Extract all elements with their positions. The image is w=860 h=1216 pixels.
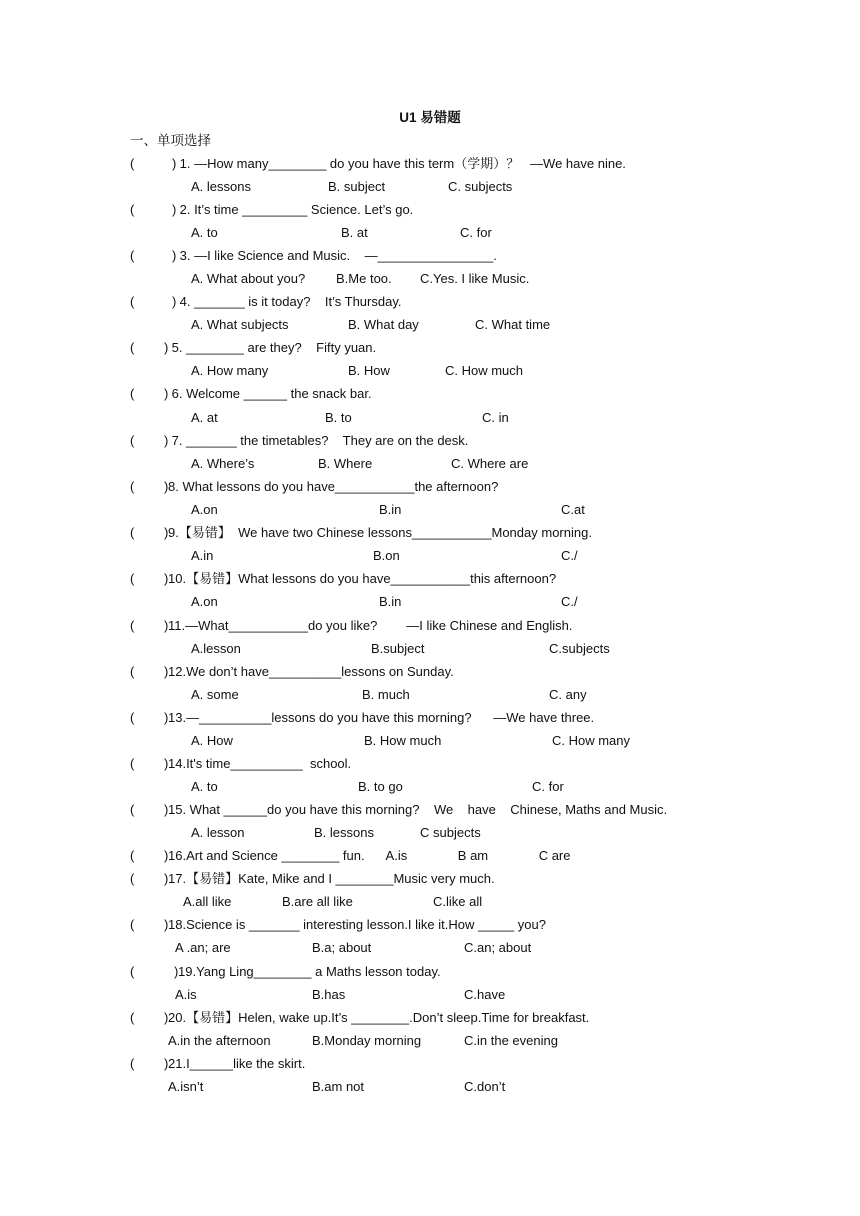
option-b: B.subject <box>371 641 425 656</box>
question-stem: 18.Science is _______ interesting lesson.I like it.How _____ you? <box>168 917 546 932</box>
question-stem: 13.—__________lessons do you have this morning? —We have three. <box>168 710 595 725</box>
options-row <box>0 985 860 1005</box>
option-b: B. to <box>325 410 352 425</box>
question-3 <box>0 246 860 266</box>
options-row <box>0 592 860 612</box>
answer-paren-open: ( <box>130 340 135 355</box>
question-stem: 9.【易错】 We have two Chinese lessons___________Monday morning. <box>168 525 592 540</box>
answer-paren-open: ( <box>130 1056 135 1071</box>
answer-paren-close: ) <box>164 664 169 679</box>
answer-paren-open: ( <box>130 871 135 886</box>
option-a: A.all like <box>183 894 232 909</box>
option-a: A. some <box>191 687 239 702</box>
options-row <box>0 892 860 912</box>
answer-paren-open: ( <box>130 202 135 217</box>
options-row <box>0 223 860 243</box>
page-title: U1 易错题 <box>399 110 461 125</box>
option-b: B. much <box>362 687 410 702</box>
answer-paren-close: ) <box>164 386 169 401</box>
options-row <box>0 361 860 381</box>
option-a: A. to <box>191 779 218 794</box>
option-a: A .an; are <box>175 940 231 955</box>
option-a: A.lesson <box>191 641 241 656</box>
answer-paren-close: ) <box>164 710 169 725</box>
option-c: C./ <box>561 594 578 609</box>
options-row <box>0 546 860 566</box>
options-row <box>0 1077 860 1097</box>
option-c: C.subjects <box>549 641 610 656</box>
answer-paren-open: ( <box>130 664 135 679</box>
option-b: B. How <box>348 363 390 378</box>
option-c: C. How much <box>445 363 524 378</box>
option-c: C.an; about <box>464 940 532 955</box>
option-a: A.on <box>191 594 218 609</box>
options-row <box>0 823 860 843</box>
option-c: C.Yes. I like Music. <box>420 271 530 286</box>
question-1 <box>0 154 860 174</box>
answer-paren-close: ) <box>164 871 169 886</box>
answer-paren-close: ) <box>164 1056 169 1071</box>
option-b: B.has <box>312 987 346 1002</box>
options-row <box>0 938 860 958</box>
question-11 <box>0 616 860 636</box>
question-8 <box>0 477 860 497</box>
option-c: C subjects <box>420 825 481 840</box>
options-row <box>0 777 860 797</box>
question-stem: 11.—What___________do you like? —I like Chinese and English. <box>168 618 573 633</box>
answer-paren-open: ( <box>130 294 135 309</box>
question-stem: 20.【易错】Helen, wake up.It’s ________.Don’t sleep.Time for breakfast. <box>168 1010 590 1025</box>
question-stem: 5. ________ are they? Fifty yuan. <box>168 340 377 355</box>
question-12 <box>0 662 860 682</box>
question-19 <box>0 962 860 982</box>
option-b: B.in <box>379 502 402 517</box>
question-stem: 1. —How many________ do you have this term（学期）？ —We have nine. <box>176 156 626 171</box>
option-b: B.a; about <box>312 940 372 955</box>
options-row <box>0 408 860 428</box>
question-stem: 16.Art and Science ________ fun. A.is B am C are <box>168 848 571 863</box>
options-row <box>0 454 860 474</box>
option-b: B.Me too. <box>336 271 392 286</box>
option-a: A.in the afternoon <box>168 1033 271 1048</box>
option-a: A.in <box>191 548 214 563</box>
answer-paren-open: ( <box>130 433 135 448</box>
answer-paren-close: ) <box>164 571 169 586</box>
option-b: B.Monday morning <box>312 1033 422 1048</box>
answer-paren-close: ) <box>164 848 169 863</box>
question-stem: 17.【易错】Kate, Mike and I ________Music very much. <box>168 871 495 886</box>
option-a: A.on <box>191 502 218 517</box>
question-stem: 3. —I like Science and Music. —________________. <box>176 248 497 263</box>
option-c: C. for <box>532 779 564 794</box>
option-c: C.in the evening <box>464 1033 558 1048</box>
option-a: A.isn’t <box>168 1079 204 1094</box>
answer-paren-open: ( <box>130 386 135 401</box>
answer-paren-open: ( <box>130 756 135 771</box>
option-c: C.like all <box>433 894 483 909</box>
option-b: B.on <box>373 548 400 563</box>
answer-paren-open: ( <box>130 917 135 932</box>
option-c: C. Where are <box>451 456 529 471</box>
option-c: C.don’t <box>464 1079 506 1094</box>
answer-paren-close: ) <box>164 802 169 817</box>
option-c: C. any <box>549 687 587 702</box>
question-stem: 10.【易错】What lessons do you have___________this afternoon? <box>168 571 557 586</box>
question-stem: 7. _______ the timetables? They are on the desk. <box>168 433 469 448</box>
section-heading: 一、单项选择 <box>130 133 211 148</box>
question-10 <box>0 569 860 589</box>
option-a: A. How many <box>191 363 269 378</box>
options-row <box>0 315 860 335</box>
option-c: C.at <box>561 502 585 517</box>
question-5 <box>0 338 860 358</box>
answer-paren-open: ( <box>130 479 135 494</box>
option-a: A. What about you? <box>191 271 306 286</box>
option-c: C. How many <box>552 733 631 748</box>
question-stem: 8. What lessons do you have___________the afternoon? <box>168 479 499 494</box>
option-c: C. in <box>482 410 509 425</box>
options-row <box>0 500 860 520</box>
option-c: C./ <box>561 548 578 563</box>
question-13 <box>0 708 860 728</box>
answer-paren-close: ) <box>164 917 169 932</box>
question-stem: 21.I______like the skirt. <box>168 1056 306 1071</box>
option-a: A. lessons <box>191 179 251 194</box>
answer-paren-close: ) <box>174 964 179 979</box>
answer-paren-close: ) <box>164 618 169 633</box>
answer-paren-close: ) <box>164 479 169 494</box>
answer-paren-close: ) <box>164 525 169 540</box>
answer-paren-open: ( <box>130 802 135 817</box>
question-9 <box>0 523 860 543</box>
answer-paren-close: ) <box>172 156 177 171</box>
option-a: A. lesson <box>191 825 245 840</box>
answer-paren-close: ) <box>172 202 177 217</box>
option-b: B.am not <box>312 1079 365 1094</box>
question-6 <box>0 384 860 404</box>
question-16 <box>0 846 860 866</box>
option-b: B. subject <box>328 179 386 194</box>
question-14 <box>0 754 860 774</box>
options-row <box>0 685 860 705</box>
answer-paren-close: ) <box>164 340 169 355</box>
answer-paren-close: ) <box>164 433 169 448</box>
answer-paren-open: ( <box>130 525 135 540</box>
question-stem: 4. _______ is it today? It’s Thursday. <box>176 294 402 309</box>
option-a: A. Where’s <box>191 456 255 471</box>
option-c: C. for <box>460 225 492 240</box>
answer-paren-open: ( <box>130 248 135 263</box>
answer-paren-open: ( <box>130 1010 135 1025</box>
question-15 <box>0 800 860 820</box>
answer-paren-open: ( <box>130 571 135 586</box>
option-b: B. to go <box>358 779 403 794</box>
option-c: C.have <box>464 987 506 1002</box>
option-b: B. How much <box>364 733 442 748</box>
options-row <box>0 639 860 659</box>
answer-paren-open: ( <box>130 618 135 633</box>
option-a: A. What subjects <box>191 317 289 332</box>
question-20 <box>0 1008 860 1028</box>
answer-paren-open: ( <box>130 710 135 725</box>
question-stem: 14.It's time__________ school. <box>168 756 352 771</box>
question-stem: 19.Yang Ling________ a Maths lesson today. <box>178 964 441 979</box>
question-stem: 12.We don’t have__________lessons on Sunday. <box>168 664 454 679</box>
option-a: A.is <box>175 987 197 1002</box>
option-c: C. What time <box>475 317 551 332</box>
question-21 <box>0 1054 860 1074</box>
answer-paren-close: ) <box>172 248 177 263</box>
options-row <box>0 1031 860 1051</box>
answer-paren-open: ( <box>130 848 135 863</box>
option-a: A. at <box>191 410 218 425</box>
question-4 <box>0 292 860 312</box>
option-b: B. at <box>341 225 368 240</box>
answer-paren-close: ) <box>164 1010 169 1025</box>
options-row <box>0 177 860 197</box>
options-row <box>0 269 860 289</box>
answer-paren-open: ( <box>130 156 135 171</box>
option-b: B.are all like <box>282 894 353 909</box>
question-2 <box>0 200 860 220</box>
question-17 <box>0 869 860 889</box>
question-stem: 6. Welcome ______ the snack bar. <box>168 386 372 401</box>
question-stem: 2. It’s time _________ Science. Let’s go. <box>176 202 414 217</box>
answer-paren-open: ( <box>130 964 135 979</box>
option-b: B.in <box>379 594 402 609</box>
question-18 <box>0 915 860 935</box>
option-a: A. to <box>191 225 218 240</box>
option-c: C. subjects <box>448 179 513 194</box>
option-a: A. How <box>191 733 233 748</box>
answer-paren-close: ) <box>172 294 177 309</box>
question-7 <box>0 431 860 451</box>
option-b: B. lessons <box>314 825 374 840</box>
options-row <box>0 731 860 751</box>
question-stem: 15. What ______do you have this morning? We have Chinese, Maths and Music. <box>168 802 668 817</box>
option-b: B. Where <box>318 456 373 471</box>
answer-paren-close: ) <box>164 756 169 771</box>
option-b: B. What day <box>348 317 419 332</box>
